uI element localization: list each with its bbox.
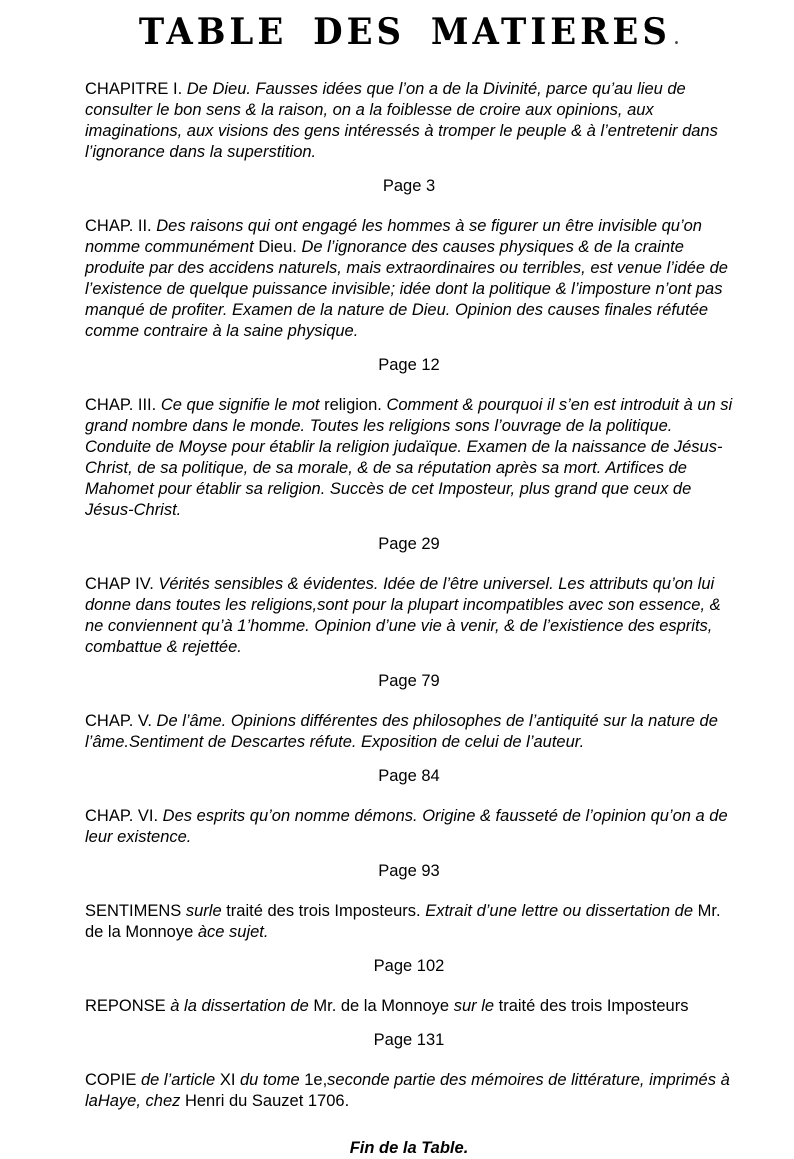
entry-segment: Des esprits qu’on nomme démons. Origine & fausseté de l’opinion qu’on a de leur existence.	[85, 807, 728, 846]
page-number-label: Page 3	[382, 177, 436, 195]
entry-segment: surle	[185, 902, 227, 920]
entry-segment: religion.	[324, 396, 387, 414]
page-line	[85, 671, 733, 692]
entry-segment: Mr. de la Monnoye	[85, 902, 721, 941]
entry-segment: COPIE	[85, 1071, 141, 1089]
entry-segment: CHAP IV.	[85, 575, 159, 593]
page-number-label: Page 93	[378, 862, 440, 880]
title-ink-dot: .	[673, 28, 680, 49]
page-number-label: Page 12	[378, 356, 440, 374]
entry-segment: Ce que signifie le mot	[160, 396, 325, 414]
page-number-label: Page 84	[378, 767, 440, 785]
toc-entry	[85, 806, 733, 848]
toc-entry	[85, 216, 733, 342]
entry-segment: traité des trois Imposteurs	[498, 997, 689, 1015]
entry-segment: Mr. de la Monnoye	[313, 997, 454, 1015]
entry-segment: sur le	[453, 997, 499, 1015]
entry-segment: Vérités sensibles & évidentes. Idée de l’être universel. Les attributs qu’on lui donne dans toutes les religions,sont pour la plupart incompatibles avec son essence, & ne conviennent qu’à 1’homme. Opinion d’une vie à venir, & de l’existience des esprits, combattue & rejettée.	[85, 575, 721, 656]
entry-segment: à la dissertation de	[170, 997, 314, 1015]
entry-segment: traité des trois Imposteurs.	[226, 902, 426, 920]
page-number-label: Page 131	[373, 1031, 445, 1049]
toc-entry	[85, 395, 733, 521]
entry-segment: CHAPITRE I.	[85, 80, 187, 98]
entry-segment: Comment & pourquoi il s’en est introduit à un si grand nombre dans le monde. Toutes les religions sons l’ouvrage de la politique. Conduite de Moyse pour établir la religion judaïque. Examen de la naissance de Jésus-Christ, de sa politique, de sa morale, & de sa réputation après sa mort. Artifices de Mahomet pour établir sa religion. Succès de cet Imposteur, plus grand que ceux de Jésus-Christ.	[85, 396, 733, 519]
page-number-label: Page 79	[378, 672, 440, 690]
page-line	[85, 766, 733, 787]
page-line	[85, 861, 733, 882]
toc-entry	[85, 901, 733, 943]
entry-segment: de l’article	[140, 1071, 220, 1089]
toc-entry	[85, 996, 733, 1017]
entry-segment: CHAP. III.	[85, 396, 161, 414]
entry-segment: Des raisons qui ont engagé les hommes à se figurer un être invisible qu’on nomme communément	[85, 217, 702, 256]
entry-segment: De l’ignorance des causes physiques & de la crainte produite par des accidens naturels, mais extraordinaires ou terribles, est venue l’idée de l’existence de quelque puissance invisible; idée dont la politique & l’imposture n’ont pas manqué de profiter. Examen de la nature de Dieu. Opinion des causes finales réfutée comme contraire à la saine physique.	[85, 238, 728, 340]
page-number-label: Page 102	[373, 957, 445, 975]
page-line	[85, 355, 733, 376]
page-line	[85, 176, 733, 197]
entry-segment: CHAP. V.	[85, 712, 157, 730]
toc-entry	[85, 79, 733, 163]
entry-segment: àce sujet.	[197, 923, 269, 941]
toc-entries	[85, 79, 733, 1112]
page-title-text: TABLE DES MATIERES	[138, 10, 671, 54]
entry-segment: CHAP. VI.	[85, 807, 163, 825]
entry-segment: seconde partie des mémoires de littérature, imprimés à laHaye, chez	[85, 1071, 730, 1110]
entry-segment: CHAP. II.	[85, 217, 157, 235]
entry-segment: REPONSE	[85, 997, 171, 1015]
entry-segment: du tome	[240, 1071, 305, 1089]
table-end-note: Fin de la Table.	[349, 1139, 469, 1157]
page-title	[85, 10, 733, 53]
toc-entry	[85, 1070, 733, 1112]
entry-segment: De l’âme. Opinions différentes des philosophes de l’antiquité sur la nature de l’âme.Sentiment de Descartes réfute. Exposition de celui de l’auteur.	[85, 712, 718, 751]
page-line	[85, 956, 733, 977]
entry-segment: 1e,	[304, 1071, 328, 1089]
entry-segment: Henri du Sauzet 1706.	[184, 1092, 350, 1110]
entry-segment: XI	[219, 1071, 240, 1089]
page-line	[85, 1030, 733, 1051]
toc-entry	[85, 574, 733, 658]
page-line	[85, 534, 733, 555]
entry-segment: Extrait d’une lettre ou dissertation de	[425, 902, 698, 920]
entry-segment: De Dieu. Fausses idées que l’on a de la Divinité, parce qu’au lieu de consulter le bon sens & la raison, on a la foiblesse de croire aux opinions, aux imaginations, aux visions des gens intéressés à tromper le peuple & à l’entretenir dans l’ignorance dans la superstition.	[85, 80, 718, 161]
entry-segment: Dieu.	[258, 238, 302, 256]
entry-segment: SENTIMENS	[85, 902, 186, 920]
page-number-label: Page 29	[378, 535, 440, 553]
toc-entry	[85, 711, 733, 753]
